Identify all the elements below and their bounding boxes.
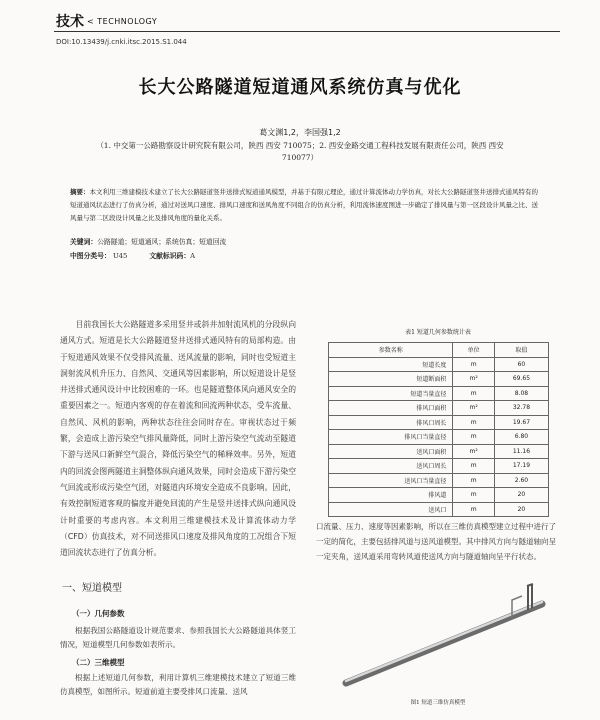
parameter-table [328, 342, 549, 517]
table-cell: m² [453, 372, 494, 387]
table-row [329, 372, 549, 387]
keywords [70, 236, 226, 246]
table-cell: 排风道 [329, 488, 453, 503]
table-row [329, 502, 549, 517]
table-cell: m [453, 502, 494, 517]
table-row [329, 401, 549, 416]
table-cell: 排风口面积 [329, 401, 453, 416]
subsection-geometry: （一）几何参数 [72, 609, 125, 618]
table-cell: 19.67 [494, 415, 548, 430]
table-header: 单位 [453, 343, 494, 358]
table-cell: 送风口面积 [329, 444, 453, 459]
class-label: 中图分类号： [70, 252, 111, 260]
table-cell: m² [453, 444, 494, 459]
table-cell: 60 [494, 357, 548, 372]
table-cell: 69.65 [494, 372, 548, 387]
doi: DOI:10.13439/j.cnki.itsc.2015.S1.044 [56, 38, 187, 46]
table-cell: 短道断面积 [329, 372, 453, 387]
table-cell: 2.60 [494, 473, 548, 488]
geometry-paragraph: 根据我国公路隧道设计规范要求、参照我国长大公路隧道具体竖工情况，短道模型几何参数如表所示。 [60, 626, 296, 649]
table-header-row [329, 343, 549, 358]
table-row [329, 459, 549, 474]
table-cell: m [453, 473, 494, 488]
table-row [329, 488, 549, 503]
table-cell: m [453, 488, 494, 503]
model-paragraph: 根据上述短道几何参数，利用计算机三维建模技术建立了短道三维仿真模型，如图所示。短道前道主要受排风口流量、送风 [60, 673, 296, 696]
affiliation: （1. 中交第一公路勘察设计研究院有限公司，陕西 西安 710075；2. 西安金路交通工程科技发展有限责任公司，陕西 西安 710077） [96, 141, 504, 162]
doc-code-label: 文献标识码： [149, 252, 191, 260]
intro-paragraph: 目前我国长大公路隧道多采用竖井或斜井加射流风机的分段纵向通风方式。短道是长大公路隧道竖井送排式通风特有的局部构造。由于短道通风效果不仅受排风流量、送风流量的影响，同时也受短道主洞射流风机升压力、自然风、交通风等因素影响，所以短道设计是竖井送排式通风设计中比较困难的一环。也是隧道整体风向通风安全的重要因素之一。短道内客观的存在着流和回流两种状态，受车流量、自然风、风机的影响，两种状态往往会同时存在。审视状态过于频繁，会造成上游污染空气排风量降低，同时上游污染空气流动至隧道下游与送风口新鲜空气混合，降低污染空气的稀释效率。另外，短道内的回流会图两隧道主洞整体纵向通风效果，同时会造成下游污染空气回流或形成污染空气团，对隧道内环境安全造成不良影响。因此，有效控制短道客观的偏度并避免回流的产生是竖井送排式纵向通风设计时重要的考虑内容。本文利用三维建模技术及计算流体动力学（CFD）仿真技术，对不同送排风口速度及排风角度的工况组合下短道回流状态进行了仿真分析。 [60, 320, 296, 558]
table-cell: 送风口周长 [329, 459, 453, 474]
figure-caption: 图1 短道三维仿真模型 [410, 700, 466, 706]
classification [70, 250, 195, 260]
table-cell: 32.78 [494, 401, 548, 416]
table-header: 参数名称 [329, 343, 453, 358]
table-cell: m [453, 386, 494, 401]
table-cell: 排风口当量直径 [329, 430, 453, 445]
table-cell: 11.16 [494, 444, 548, 459]
abstract-label: 摘要： [70, 188, 90, 196]
subsection-3d-model: （二）三维模型 [72, 658, 125, 667]
table-cell: 排风口周长 [329, 415, 453, 430]
section-heading-1: 一、短道模型 [62, 583, 122, 594]
table-row [329, 415, 549, 430]
class-value: U45 [112, 252, 128, 260]
abstract-text: 本文利用三维建模技术建立了长大公路隧道竖井送排式短道通风模型，并基于有限元理论，通过计算流体动力学仿真，对长大公路隧道竖井送排式通风特有的短道通风状态进行了仿真分析，通过对送风口速度、排风口速度和送风角度不同组合的仿真分析，利用流体速度图进一步确定了排风量与第一区段设计风量之比、送风量与第二区段设计风量之比及排风角度的量化关系。 [70, 188, 538, 222]
table-cell: 6.80 [494, 430, 548, 445]
journal-brand: 技术 $^{< TECHNOLOGY}$ [56, 14, 158, 30]
header-rule [54, 31, 560, 32]
table-cell: m [453, 459, 494, 474]
keywords-label: 关键词： [70, 238, 98, 246]
table-cell: m [453, 415, 494, 430]
table-cell: m [453, 430, 494, 445]
table-caption: 表1 短道几何参数统计表 [405, 329, 471, 336]
table-cell: 8.08 [494, 386, 548, 401]
table-cell: 短道当量直径 [329, 386, 453, 401]
doc-code-value: A [190, 252, 196, 260]
table-row [329, 444, 549, 459]
authors: 葛文渊1,2，李国强1,2 [259, 128, 341, 137]
table-cell: m² [453, 401, 494, 416]
journal-brand-sub: < TECHNOLOGY [87, 17, 158, 26]
tunnel-3d-model-figure [316, 580, 560, 692]
table-row [329, 386, 549, 401]
article-title: 长大公路隧道短道通风系统仿真与优化 [138, 77, 462, 98]
table-cell: 短道长度 [329, 357, 453, 372]
right-column-paragraph: 口流量、压力、速度等因素影响，所以在三维仿真模型建立过程中进行了一定的简化，主要包括排风道与送风道模型。其中排风方向与隧道轴向呈一定夹角，送风道采用弯转风道使送风方向与隧道轴向呈平行状态。 [316, 522, 556, 561]
table-cell: 送风口 [329, 502, 453, 517]
table-cell: 送风口当量直径 [329, 473, 453, 488]
table-cell: 20 [494, 488, 548, 503]
table-cell: 20 [494, 502, 548, 517]
table-header: 取值 [494, 343, 548, 358]
table-cell: 17.19 [494, 459, 548, 474]
table-row [329, 430, 549, 445]
keywords-text: 公路隧道；短道通风；系统仿真；短道回流 [97, 238, 227, 246]
table-row [329, 357, 549, 372]
table-cell: m [453, 357, 494, 372]
table-row [329, 473, 549, 488]
abstract [70, 186, 540, 225]
